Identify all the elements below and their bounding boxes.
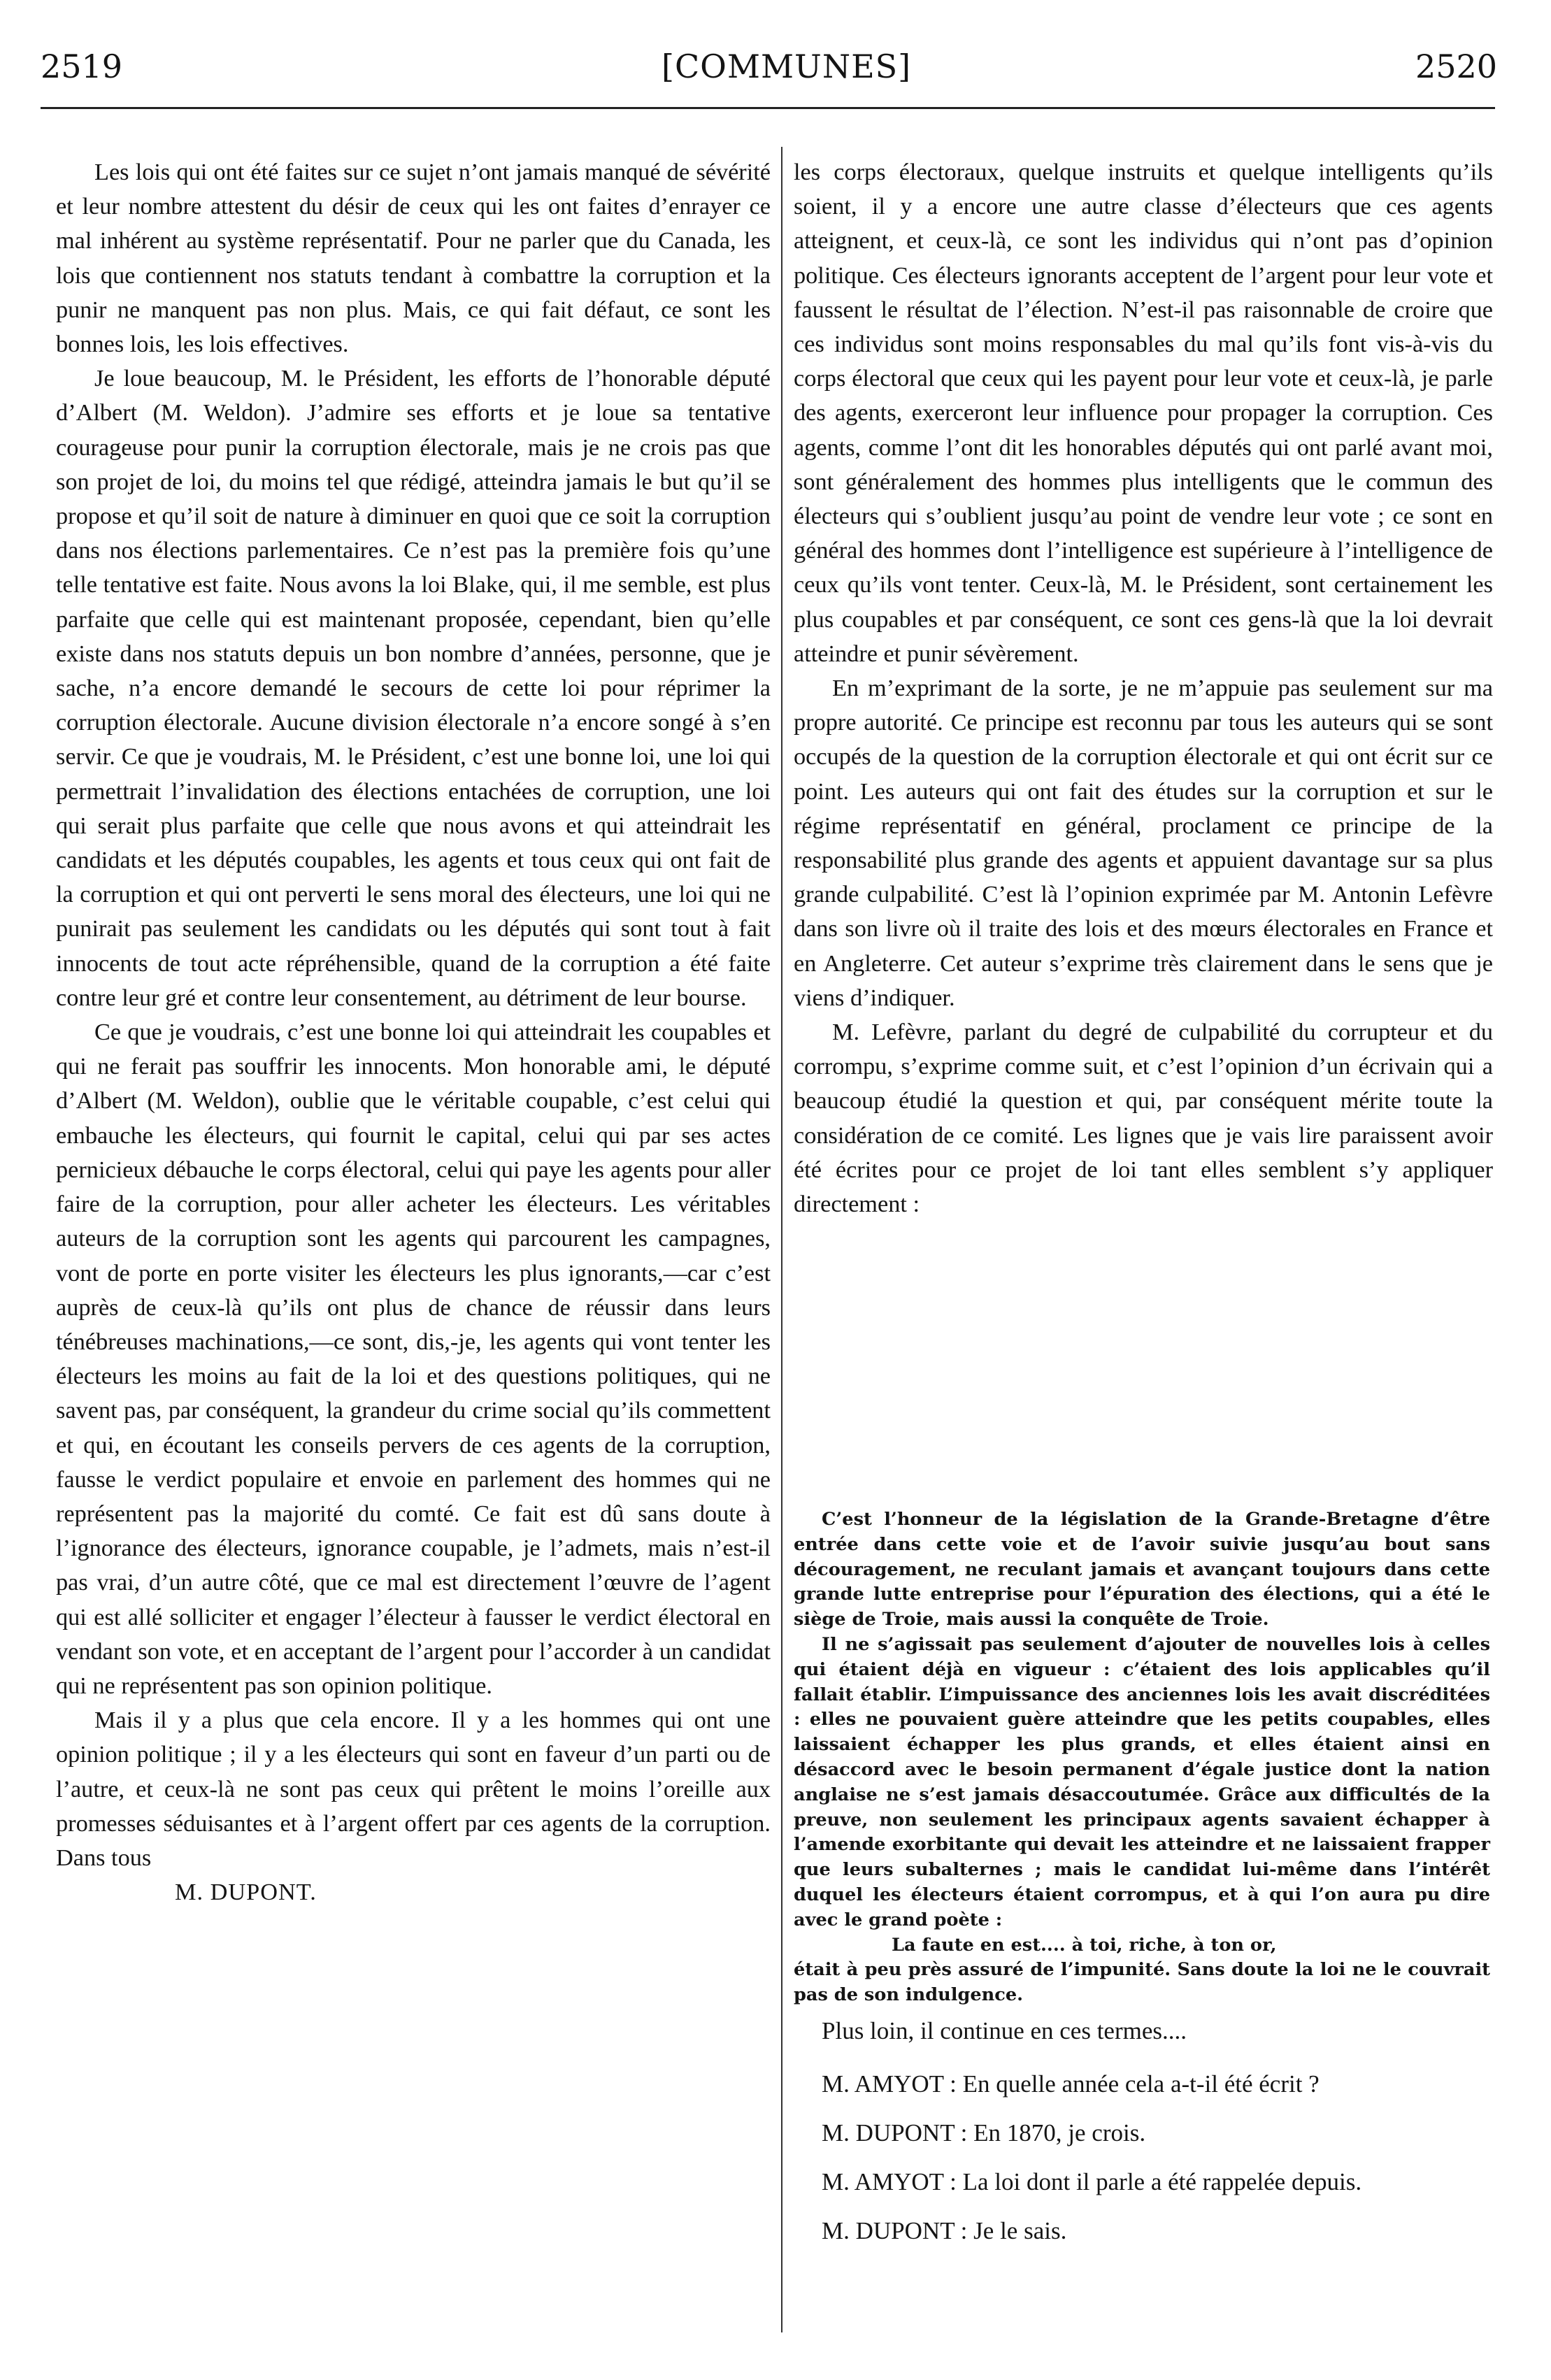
paragraph: Mais il y a plus que cela encore. Il y a les hommes qui ont une opinion politique ; il y a les électeurs qui sont en faveur d’un parti ou de l’autre, et ceux-là ne sont pas ceux qui prêtent le moins l’oreille aux promesses séduisantes et à l’argent offert par ces agents de la corruption. Dans tous xyxy=(56,1707,771,1871)
right-page-number: 2520 xyxy=(1415,48,1498,85)
paragraph: les corps électoraux, quelque instruits et quelque intelligents qu’ils soient, il y a encore une autre classe d’électeurs que ces agents atteignent, et ceux-là, ce sont les individus qui n’ont pas d’opinion politique. Ces électeurs ignorants acceptent de l’argent pour leur vote et faussent le résultat de l’élection. N’est-il pas raisonnable de croire que ces individus sont moins responsables du mal qu’ils font vis-à-vis du corps électoral que ceux qui les payent pour leur vote et ceux-là, je parle des agents, exerceront leur influence pour propager la corruption. Ces agents, comme l’ont dit les honorables députés qui ont parlé avant moi, sont généralement des hommes plus intelligents que le commun des électeurs qui s’oublient jusqu’au point de vendre leur vote ; ce sont en général des hommes dont l’intelligence est supérieure à l’intelligence de ceux qu’ils vont tenter. Ceux-là, M. le Président, sont certainement les plus coupables et par conséquent, ce sont ces gens-là que la loi devrait atteindre et punir sévèrement. xyxy=(794,159,1493,667)
paragraph: Les lois qui ont été faites sur ce sujet n’ont jamais manqué de sévérité et leur nombre attestent du désir de ceux qui les ont faites d’enrayer ce mal inhérent au système représentatif. Pour ne parler que du Canada, les lois que contiennent nos statuts tendant à combattre la corruption et la punir ne manquent pas non plus. Mais, ce qui fait défaut, ce sont les bonnes lois, les lois effectives. xyxy=(56,159,771,358)
dialogue-line: M. DUPONT : Je le sais. xyxy=(822,2217,1067,2244)
dialogue-line: M. AMYOT : En quelle année cela a-t-il été écrit ? xyxy=(822,2070,1320,2098)
paragraph: Ce que je voudrais, c’est une bonne loi qui atteindrait les coupables et qui ne ferait pas souffrir les innocents. Mon honorable ami, le député d’Albert (M. Weldon), oublie que le véritable coupable, c’est celui qui embauche les électeurs, qui fournit le capital, celui qui par ses actes pernicieux débauche le corps électoral, celui qui paye les agents pour aller faire de la corruption, pour aller acheter les électeurs. Les véritables auteurs de la corruption sont les agents qui parcourent les campagnes, vont de porte en porte visiter les électeurs les plus ignorants,—car c’est auprès de ceux-là qu’ils ont plus de chance de réussir dans leurs ténébreuses machinations,—ce sont, dis,-je, les agents qui vont tenter les électeurs les moins au fait de la loi et des questions politiques, qui ne savent pas, par conséquent, la grandeur du crime social qu’ils commettent et qui, en écoutant les conseils pervers de ces agents de la corruption, fausse le verdict populaire et envoie en parlement des hommes qui ne représentent pas la majorité du comté. Ce fait est dû sans doute à l’ignorance des électeurs, ignorance coupable, je l’admets, mais n’est-il pas vrai, d’un autre côté, que ce mal est directement l’œuvre de l’agent qui est allé solliciter et engager l’électeur à fausser le verdict électoral en vendant son vote, et en acceptant de l’argent pour l’accorder à un candidat qui ne représentent pas son opinion politique. xyxy=(56,1019,771,1699)
quote-paragraph: Il ne s’agissait pas seulement d’ajouter de nouvelles lois à celles qui étaient déjà en vigueur : c’étaient des lois applicables qu’il fallait établir. L’impuissance des anciennes lois les avait discréditées : elles ne pouvaient guère atteindre que les petits coupables, elles laissaient échapper les plus grands, et elles étaient ainsi en désaccord avec le besoin permanent d’égale justice dont la nation anglaise ne s’est jamais désaccoutumée. Grâce aux difficultés de la preuve, non seulement les principaux agents savaient échapper à l’amende exorbitante qui devait les atteindre et ne laissaient frapper que leurs subalternes ; mais le candidat lui-même dans l’intérêt duquel les électeurs étaient corrompus, et à qui l’on aura pu dire avec le grand poète : xyxy=(794,1633,1490,1930)
left-column xyxy=(56,155,771,1909)
column-divider xyxy=(781,147,782,2332)
paragraph: Je loue beaucoup, M. le Président, les efforts de l’honorable député d’Albert (M. Weldon). J’admire ses efforts et je loue sa tentative courageuse pour punir la corruption électorale, mais je ne crois pas que son projet de loi, du moins tel que rédigé, atteindra jamais le but qu’il se propose et qu’il soit de nature à diminuer en quoi que ce soit la corruption dans nos élections parlementaires. Ce n’est pas la première fois qu’une telle tentative est faite. Nous avons la loi Blake, qui, il me semble, est plus parfaite que celle qui est maintenant proposée, cependant, bien qu’elle existe dans nos statuts depuis un bon nombre d’années, personne, que je sache, n’a encore demandé le secours de cette loi pour réprimer la corruption électorale. Aucune division électorale n’a encore songé à s’en servir. Ce que je voudrais, M. le Président, c’est une bonne loi, une loi qui permettrait l’invalidation des élections entachées de corruption, une loi qui serait plus parfaite que celle que nous avons et qui atteindrait les candidats et les députés coupables, les agents et tous ceux qui ont fait de la corruption et qui ont perverti le sens moral des électeurs, une loi qui ne punirait pas seulement les candidats ou les députés qui sont tout à fait innocents de tout acte répréhensible, quand de la corruption a été faite contre leur gré et contre leur consentement, au détriment de leur bourse. xyxy=(56,365,771,1011)
speaker-signature: M. DUPONT. xyxy=(175,1879,317,1906)
header-rule xyxy=(41,107,1495,109)
dialogue-line: M. DUPONT : En 1870, je crois. xyxy=(822,2119,1146,2146)
right-column xyxy=(794,155,1493,1221)
quote-verse-end: était à peu près assuré de l’impunité. Sans doute la loi ne le couvrait pas de son indulgence. xyxy=(794,1959,1490,2006)
quote-paragraph: C’est l’honneur de la législation de la Grande-Bretagne d’être entrée dans cette voie et de l’avoir suivie jusqu’au bout sans découragement, ne reculant jamais et avançant toujours dans cette grande lutte entreprise pour l’épuration des élections, qui a été le siège de Troie, mais aussi la conquête de Troie. xyxy=(794,1509,1490,1630)
running-title: [COMMUNES] xyxy=(662,48,912,85)
left-page-number: 2519 xyxy=(41,48,123,85)
paragraph: M. Lefèvre, parlant du degré de culpabilité du corrupteur et du corrompu, s’exprime comme suit, et c’est l’opinion d’un écrivain qui a beaucoup étudié la question et qui, par conséquent mérite toute la considération de ce comité. Les lignes que je vais lire paraissent avoir été écrites pour ce projet de loi tant elles semblent s’y appliquer directement : xyxy=(794,1019,1493,1218)
paragraph: En m’exprimant de la sorte, je ne m’appuie pas seulement sur ma propre autorité. Ce principe est reconnu par tous les auteurs qui se sont occupés de la question de la corruption électorale et qui ont écrit sur ce point. Les auteurs qui ont fait des études sur la corruption et sur le régime représentatif en général, proclament ce principe de la responsabilité plus grande des agents et appuient davantage sur sa plus grande culpabilité. C’est là l’opinion exprimée par M. Antonin Lefèvre dans son livre où il traite des lois et des mœurs électorales en France et en Angleterre. Cet auteur s’exprime très clairement dans le sens que je viens d’indiquer. xyxy=(794,675,1493,1011)
dialogue-section xyxy=(794,2014,1490,2263)
quote-verse: La faute en est.... à toi, riche, à ton or, xyxy=(892,1934,1277,1956)
dialogue-line: M. AMYOT : La loi dont il parle a été rappelée depuis. xyxy=(822,2168,1362,2195)
block-quotation xyxy=(794,1507,1490,2008)
dialogue-line: Plus loin, il continue en ces termes.... xyxy=(822,2017,1187,2044)
